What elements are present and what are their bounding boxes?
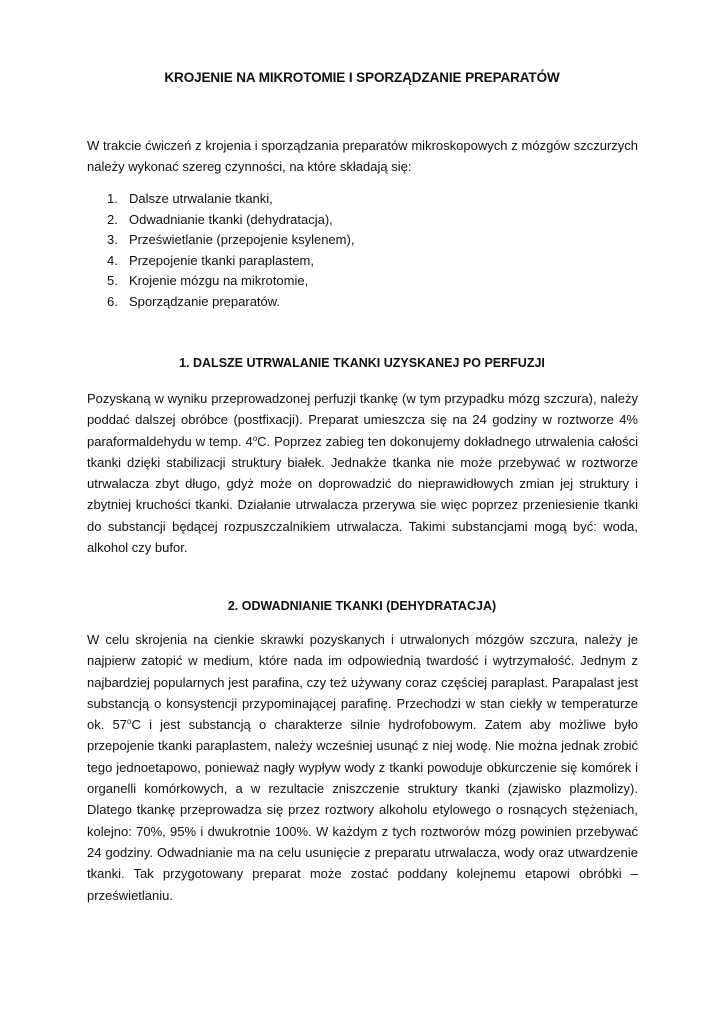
section-1-heading: 1. DALSZE UTRWALANIE TKANKI UZYSKANEJ PO PERFUZJI (179, 356, 545, 370)
list-item: 1. Dalsze utrwalanie tkanki, (107, 191, 273, 206)
list-item: 5. Krojenie mózgu na mikrotomie, (107, 273, 309, 289)
section-2-paragraph: W celu skrojenia na cienkie skrawki pozyskanych i utrwalonych mózgów szczura, należy je najpierw zatopić w medium, które nada im odpowiednią twardość i wytrzymałość. Jednym z najbardziej popularnych jest parafina, czy też używany coraz częściej paraplast. Parapalast jest substancją o konsystencji przypominającej parafinę. Przechodzi w stan ciekły w temperaturze ok. 57$^o$C i jest substancją o charakterze silnie hydrofobowym. Zatem aby możliwe było przepojenie tkanki paraplastem, należy wcześniej usunąć z niej wodę. Nie można jednak zrobić tego jednoetapowo, ponieważ nagły wypływ wody z tkanki powoduje obkurczenie się komórek i organelli komórkowych, a w rezultacie zniszczenie struktury tkanki (zjawisko plazmolizy). Dlatego tkankę przeprowadza się przez roztwory alkoholu etylowego o rosnących stężeniach, kolejno: 70%, 95% i dwukrotnie 100%. W każdym z tych roztworów mózg powinien przebywać 24 godziny. Odwadnianie ma na celu usunięcie z preparatu utrwalacza, wody oraz utwardzenie tkanki. Tak przygotowany preparat może zostać poddany kolejnemu etapowi obróbki – prześwietlaniu. (87, 632, 638, 903)
list-item: 6. Sporządzanie preparatów. (107, 293, 281, 309)
list-item: 4. Przepojenie tkanki paraplastem, (107, 252, 314, 268)
list-item: 3. Prześwietlanie (przepojenie ksylenem), (107, 232, 355, 248)
intro-paragraph: W trakcie ćwiczeń z krojenia i sporządzania preparatów mikroskopowych z mózgów szczurzych należy wykonać szereg czynności, na które składają się: (87, 138, 638, 175)
list-item: 2. Odwadnianie tkanki (dehydratacja), (107, 211, 333, 227)
document-title: KROJENIE NA MIKROTOMIE I SPORZĄDZANIE PREPARATÓW (164, 70, 560, 85)
steps-list (107, 189, 607, 313)
section-1-paragraph: Pozyskaną w wyniku przeprowadzonej perfuzji tkankę (w tym przypadku mózg szczura), należy poddać dalszej obróbce (postfixacji). Preparat umieszcza się na 24 godziny w roztworze 4% paraformaldehydu w temp. 4$^o$C. Poprzez zabieg ten dokonujemy dokładnego utrwalenia całości tkanki dzięki stabilizacji struktury białek. Jednakże tkanka nie może przebywać w roztworze utrwalacza zbyt długo, gdyż może on doprowadzić do nieprawidłowych zmian jej struktury i zbytniej kruchości tkanki. Działanie utrwalacza przerywa sie więc poprzez przeniesienie tkanki do substancji będącej rozpuszczalnikiem utrwalacza. Takimi substancjami mogą być: woda, alkohol czy bufor. (87, 391, 638, 556)
section-2-heading: 2. ODWADNIANIE TKANKI (DEHYDRATACJA) (227, 599, 497, 613)
